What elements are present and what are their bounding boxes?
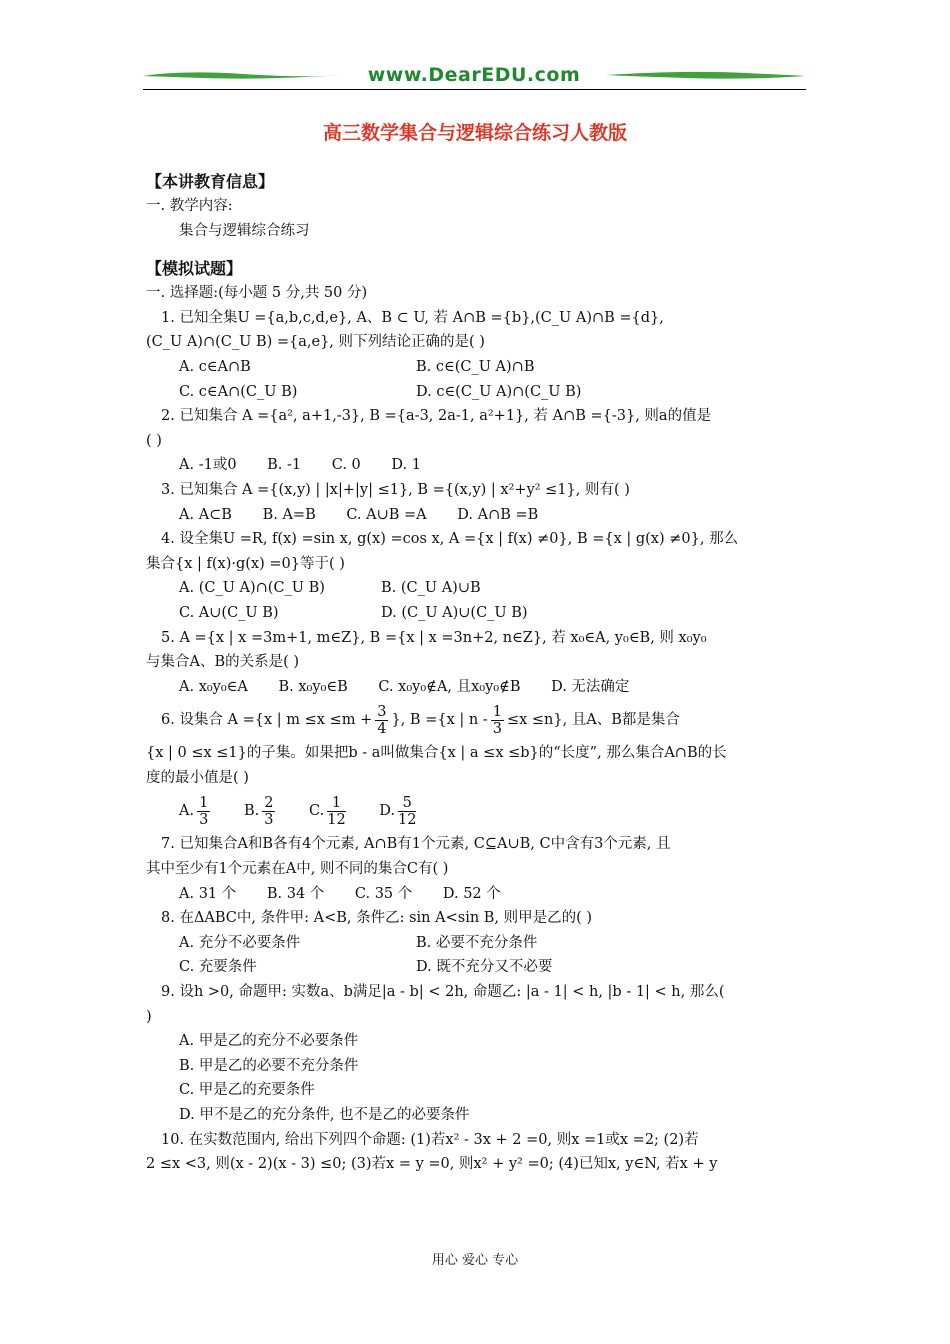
question-7-options [146,882,810,907]
fraction [327,795,345,828]
option-a: A. A⊂B [179,506,232,523]
question-1-options-row-2 [146,380,810,405]
denominator: 12 [327,811,346,828]
option-c: C. x₀y₀∉A, 且x₀y₀∉B [378,678,521,695]
denominator: 3 [199,811,209,828]
numerator: 1 [199,794,209,811]
question-7-line-1: 7. 已知集合A和B各有4个元素, A∩B有1个元素, C⊆A∪B, C中含有3个元素, 且 [161,836,671,853]
question-3-options [146,503,810,528]
numerator: 1 [327,795,345,812]
question-2-options [146,453,810,478]
choice-heading: 一. 选择题:(每小题 5 分,共 50 分) [146,285,368,302]
option-b: B. c∈(C_U A)∩B [416,358,535,375]
option-d: D. c∈(C_U A)∩(C_U B) [416,383,582,400]
question-6-line-3: 度的最小值是( ) [146,769,249,786]
option-label: B. [243,803,260,820]
leaf-decoration-right-icon [606,70,806,80]
question-9-line-2: ) [146,1008,152,1025]
option-a: A. x₀y₀∈A [179,678,248,695]
question-3-line-1: 3. 已知集合 A ={(x,y) | |x|+|y| ≤1}, B ={(x,y) | x²+y² ≤1}, 则有( ) [161,481,630,498]
option-d: D. 既不充分又不必要 [416,959,553,976]
option-c: C. A∪B =A [346,506,427,523]
option-a: A. (C_U A)∩(C_U B) [179,580,325,597]
option-d: D. 甲不是乙的充分条件, 也不是乙的必要条件 [179,1107,470,1123]
numerator: 5 [398,795,416,812]
option-b: B. -1 [267,457,302,474]
option-b: B. 甲是乙的必要不充分条件 [179,1057,359,1074]
denominator: 3 [264,811,274,828]
option-c: C. 35 个 [354,885,413,902]
section-heading-info: 【本讲教育信息】 [146,172,275,191]
question-2-line-1: 2. 已知集合 A ={a², a+1,-3}, B ={a-3, 2a-1, a²+1}, 若 A∩B ={-3}, 则a的值是 [161,408,712,425]
option-a: A. 充分不必要条件 [179,934,301,951]
question-2-line-2: ( ) [146,432,162,449]
teaching-content-label: 一. 教学内容: [146,198,233,214]
option-label: C. [309,803,325,820]
option-c: C. c∈A∩(C_U B) [179,383,298,400]
question-6-options [146,790,810,832]
question-7-line-2: 其中至少有1个元素在A中, 则不同的集合C有( ) [146,861,449,878]
question-8-options-row-2 [146,955,810,980]
denominator: 3 [492,720,502,737]
question-4-options-row-1 [146,576,810,601]
brand-logo: www.DearEDU.com [367,64,581,86]
option-c: C. 0 [331,457,361,474]
option-d: D. 52 个 [442,885,501,902]
option-a: A. 31 个 [179,885,237,902]
question-5-line-1: 5. A ={x | x =3m+1, m∈Z}, B ={x | x =3n+2, n∈Z}, 若 x₀∈A, y₀∈B, 则 x₀y₀ [161,629,707,646]
option-b: B. 34 个 [266,885,325,902]
option-d: D. A∩B =B [457,506,539,523]
question-6-line-1 [146,699,810,741]
denominator: 12 [398,811,417,828]
question-8-line-1: 8. 在ΔABC中, 条件甲: A<B, 条件乙: sin A<sin B, 则甲是乙的( ) [161,910,593,927]
question-1-line-2: (C_U A)∩(C_U B) ={a,e}, 则下列结论正确的是( ) [146,334,485,351]
question-8-options-row-1 [146,931,810,956]
option-c: C. 甲是乙的充要条件 [179,1082,315,1099]
option-d: D. (C_U A)∪(C_U B) [381,604,528,621]
option-label: D. [379,803,396,820]
question-5-options [146,675,810,700]
option-b: B. A=B [262,506,316,523]
question-4-line-2: 集合{x | f(x)·g(x) =0}等于( ) [146,555,345,572]
option-d: D. 无法确定 [551,678,630,695]
question-10-line-2: 2 ≤x <3, 则(x - 2)(x - 3) ≤0; (3)若x = y =0, 则x² + y² =0; (4)已知x, y∈N, 若x + y [146,1156,718,1173]
option-d [379,794,419,828]
page-header [143,62,806,94]
numerator: 1 [492,703,502,720]
option-a [179,794,213,828]
denominator: 4 [377,720,387,737]
header-rule [143,89,806,90]
question-1-line-1: 1. 已知全集U ={a,b,c,d,e}, A、B ⊂ U, 若 A∩B ={b},(C_U A)∩B ={d}, [161,309,664,326]
fraction [197,795,210,828]
option-a: A. c∈A∩B [179,358,251,375]
q6-text-a: 6. 设集合 A ={x | m ≤x ≤m + [161,712,373,729]
question-9-line-1: 9. 设h >0, 命题甲: 实数a、b满足|a - b| < 2h, 命题乙: |a - 1| < h, |b - 1| < h, 那么( [161,984,725,1001]
teaching-content-text: 集合与逻辑综合练习 [179,222,310,239]
leaf-decoration-left-icon [143,70,343,80]
question-4-options-row-2 [146,601,810,626]
option-b: B. (C_U A)∪B [381,580,481,597]
option-c: C. A∪(C_U B) [179,604,279,621]
numerator: 2 [264,794,274,811]
fraction [262,795,275,828]
q6-text-b: }, B ={x | n - [391,712,488,729]
question-4-line-1: 4. 设全集U =R, f(x) =sin x, g(x) =cos x, A ={x | f(x) ≠0}, B ={x | g(x) ≠0}, 那么 [161,531,739,548]
option-a: A. -1或0 [179,457,237,474]
question-1-options-row-1 [146,355,810,380]
option-c: C. 充要条件 [179,959,257,976]
q6-text-c: ≤x ≤n}, 且A、B都是集合 [506,712,680,729]
option-d: D. 1 [391,457,421,474]
option-b: B. 必要不充分条件 [416,934,538,951]
fraction [398,795,416,828]
fraction-1-3 [491,704,504,737]
option-c [309,794,349,828]
numerator: 3 [377,703,387,720]
page-footer: 用心 爱心 专心 [431,1253,519,1268]
option-b [243,794,279,828]
question-6-line-2: {x | 0 ≤x ≤1}的子集。如果把b - a叫做集合{x | a ≤x ≤b}的“长度”, 那么集合A∩B的长 [146,745,727,762]
document-body [146,170,810,1177]
option-b: B. x₀y₀∈B [278,678,348,695]
option-a: A. 甲是乙的充分不必要条件 [179,1033,359,1050]
fraction-3-4 [375,704,388,737]
question-10-line-1: 10. 在实数范围内, 给出下列四个命题: (1)若x² - 3x + 2 =0, 则x =1或x =2; (2)若 [161,1131,699,1148]
section-heading-exam: 【模拟试题】 [146,259,243,279]
document-title: 高三数学集合与逻辑综合练习人教版 [322,122,627,144]
option-label: A. [179,803,195,820]
question-5-line-2: 与集合A、B的关系是( ) [146,654,300,671]
